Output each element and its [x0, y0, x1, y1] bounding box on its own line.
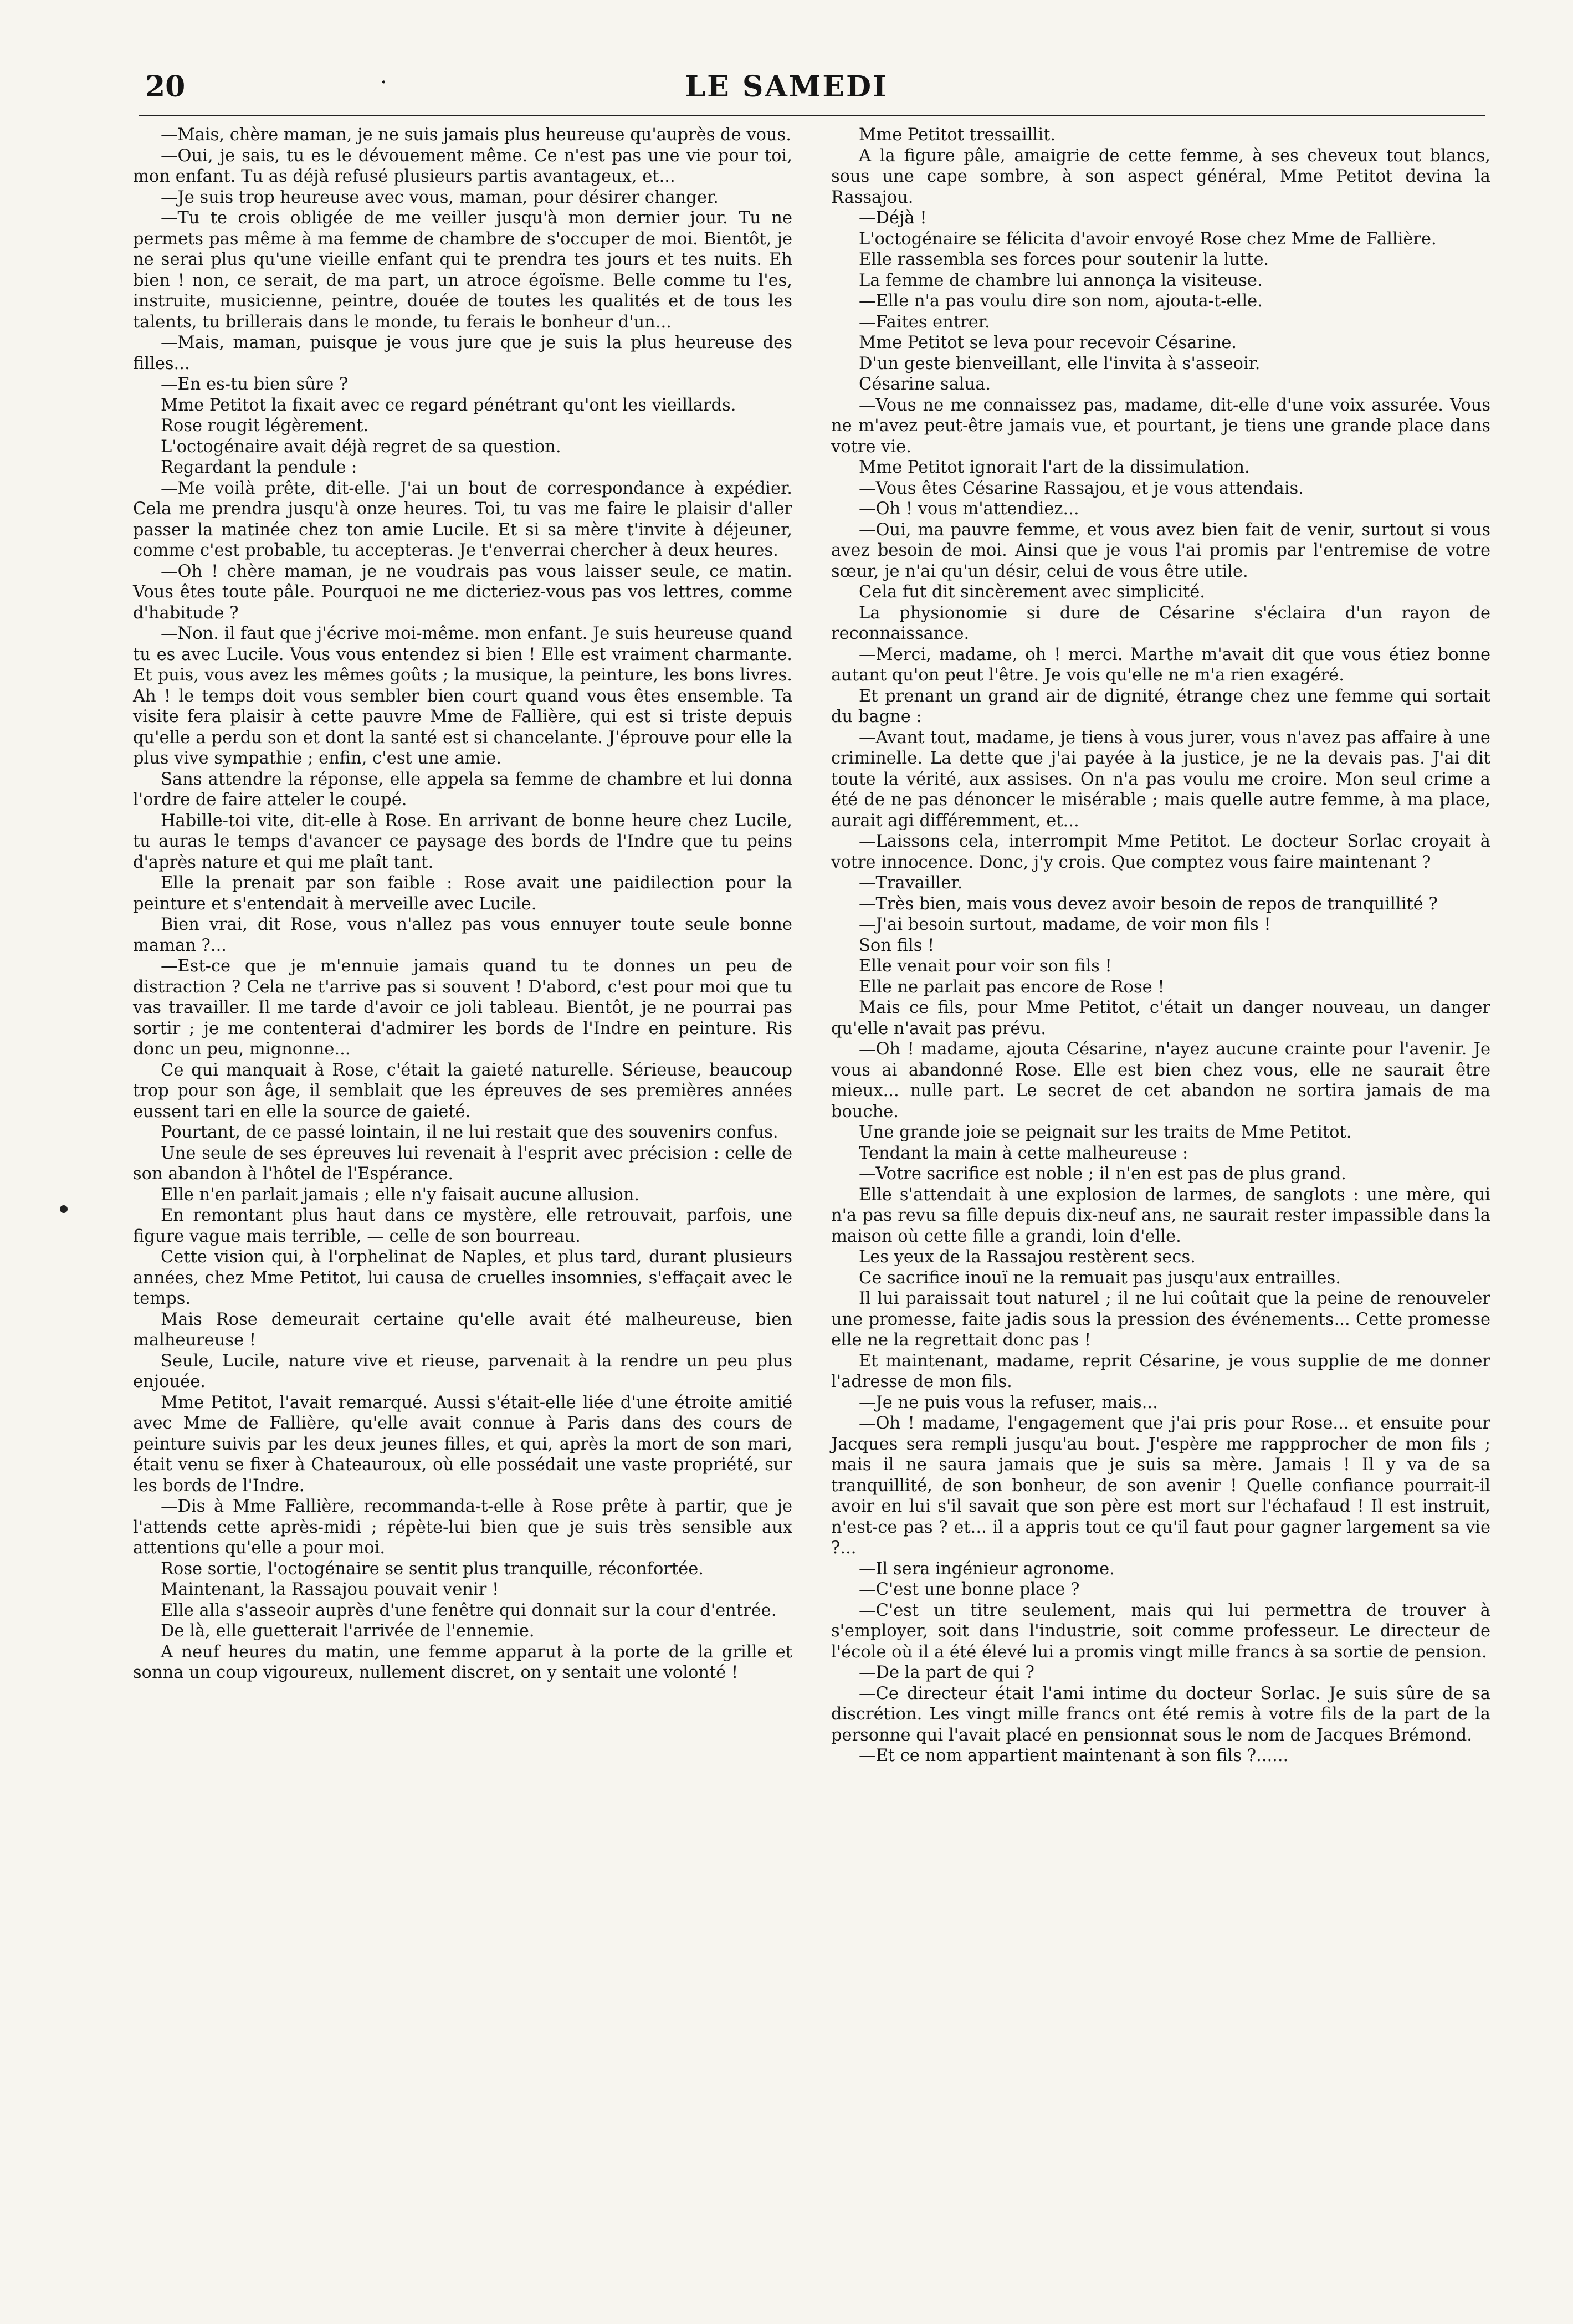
right-column-paragraph: —Oh ! madame, l'engagement que j'ai pris pour Rose... et ensuite pour Jacques sera rempli jusqu'au bout. J'espère me rappprocher de mon fils ; mais il ne saura jamais que je suis sa mère. Jamais ! Il y va de sa tranquillité, de son bonheur, de son avenir ! Quelle confiance pourrait-il avoir en lui s'il savait que son père est mort sur l'échafaud ! Il est instruit, n'est-ce pas ? et... il a appris tout ce qu'il faut pour gagner largement sa vie ?...: [831, 1414, 1490, 1558]
left-column-paragraph: Sans attendre la réponse, elle appela sa femme de chambre et lui donna l'ordre de faire atteler le coupé.: [133, 769, 792, 810]
right-column-paragraph: La physionomie si dure de Césarine s'éclaira d'un rayon de reconnaissance.: [831, 603, 1490, 643]
right-column-paragraph: —C'est une bonne place ?: [859, 1580, 1080, 1599]
left-column-paragraph: —Oh ! chère maman, je ne voudrais pas vous laisser seule, ce matin. Vous êtes toute pâle. Pourquoi ne me dicteriez-vous pas vos lettres, comme d'habitude ?: [133, 561, 792, 623]
right-column-paragraph: —Et ce nom appartient maintenant à son fils ?......: [859, 1746, 1289, 1765]
right-column-paragraph: —Votre sacrifice est noble ; il n'en est pas de plus grand.: [859, 1164, 1346, 1184]
right-column-paragraph: Césarine salua.: [859, 375, 991, 394]
left-column-paragraph: Mme Petitot la fixait avec ce regard pénétrant qu'ont les vieillards.: [161, 395, 736, 415]
right-column-paragraph: —Ce directeur était l'ami intime du docteur Sorlac. Je suis sûre de sa discrétion. Les vingt mille francs ont été remis à votre fils de la part de la personne qui l'avait placé en pensionnat sous le nom de Jacques Brémond.: [831, 1683, 1490, 1745]
left-column-paragraph: Seule, Lucile, nature vive et rieuse, parvenait à la rendre un peu plus enjouée.: [133, 1351, 792, 1391]
right-column-paragraph: —Merci, madame, oh ! merci. Marthe m'avait dit que vous étiez bonne autant qu'on peut l'être. Je vois qu'elle ne m'a rien exagéré.: [831, 644, 1490, 685]
left-column-paragraph: L'octogénaire avait déjà regret de sa question.: [161, 437, 561, 457]
left-column-paragraph: —Dis à Mme Fallière, recommanda-t-elle à Rose prête à partir, que je l'attends cette après-midi ; répète-lui bien que je suis très sensible aux attentions qu'elle a pour moi.: [133, 1497, 792, 1558]
right-column-paragraph: —Laissons cela, interrompit Mme Petitot. Le docteur Sorlac croyait à votre innocence. Donc, j'y crois. Que comptez vous faire maintenant ?: [831, 832, 1490, 872]
left-column-paragraph: Bien vrai, dit Rose, vous n'allez pas vous ennuyer toute seule bonne maman ?...: [133, 915, 792, 955]
right-column-paragraph: La femme de chambre lui annonça la visiteuse.: [859, 270, 1263, 290]
right-column-paragraph: Les yeux de la Rassajou restèrent secs.: [859, 1247, 1196, 1267]
right-column-paragraph: —Avant tout, madame, je tiens à vous jurer, vous n'avez pas affaire à une criminelle. La dette que j'ai payée à la justice, je ne la devais pas. J'ai dit toute la vérité, aux assises. On n'a pas voulu me croire. Mon seul crime a été de ne pas dénoncer le misérable ; mais quelle autre femme, à ma place, aurait agi différemment, et...: [831, 728, 1490, 831]
margin-ink-dot: [60, 1205, 68, 1213]
right-column-paragraph: A la figure pâle, amaigrie de cette femme, à ses cheveux tout blancs, sous une cape sombre, à son aspect général, Mme Petitot devina la Rassajou.: [831, 146, 1490, 207]
right-column-paragraph: Elle venait pour voir son fils !: [859, 956, 1112, 976]
right-column-paragraph: —Elle n'a pas voulu dire son nom, ajouta-t-elle.: [859, 291, 1263, 311]
right-column-paragraph: —Déjà !: [859, 208, 927, 228]
journal-title: LE SAMEDI: [685, 70, 888, 104]
right-column-paragraph: Mais ce fils, pour Mme Petitot, c'était un danger nouveau, un danger qu'elle n'avait pas prévu.: [831, 998, 1490, 1038]
left-column-paragraph: Mme Petitot, l'avait remarqué. Aussi s'était-elle liée d'une étroite amitié avec Mme de Fallière, qu'elle avait connue à Paris dans des cours de peinture suivis par les deux jeunes filles, et qui, après la mort de son mari, était venu se fixer à Chateauroux, où elle possédait une vaste propriété, sur les bords de l'Indre.: [133, 1393, 792, 1496]
right-column-paragraph: —Je ne puis vous la refuser, mais...: [859, 1393, 1158, 1412]
right-column-paragraph: Mme Petitot se leva pour recevoir Césarine.: [859, 333, 1237, 352]
right-column-paragraph: —Vous ne me connaissez pas, madame, dit-elle d'une voix assurée. Vous ne m'avez peut-être jamais vue, et pourtant, je tiens une grande place dans votre vie.: [831, 395, 1490, 457]
left-column-paragraph: —Est-ce que je m'ennuie jamais quand tu te donnes un peu de distraction ? Cela ne t'arrive pas si souvent ! D'abord, c'est pour moi que tu vas travailler. Il me tarde d'avoir ce joli tableau. Bientôt, je ne pourrai pas sortir ; je me contenterai d'admirer les bords de l'Indre en peinture. Ris donc un peu, mignonne...: [133, 956, 792, 1059]
right-column-paragraph: Il lui paraissait tout naturel ; il ne lui coûtait que la peine de renouveler une promesse, faite jadis sous la pression des événements... Cette promesse elle ne la regrettait donc pas !: [831, 1289, 1490, 1350]
header-stray-dot: .: [380, 63, 387, 89]
left-column: [133, 125, 792, 1683]
left-column-paragraph: Rose sortie, l'octogénaire se sentit plus tranquille, réconfortée.: [161, 1559, 704, 1579]
right-column-paragraph: D'un geste bienveillant, elle l'invita à s'asseoir.: [859, 354, 1261, 373]
left-column-paragraph: Elle n'en parlait jamais ; elle n'y faisait aucune allusion.: [161, 1185, 640, 1205]
left-column-paragraph: —Tu te crois obligée de me veiller jusqu'à mon dernier jour. Tu ne permets pas même à ma femme de chambre de s'occuper de moi. Bientôt, je ne serai plus qu'une vieille enfant qui te prendra tes jours et tes nuits. Eh bien ! non, ce serait, de ma part, un atroce égoïsme. Belle comme tu l'es, instruite, musicienne, peintre, douée de toutes les qualités et de tous les talents, tu brillerais dans le monde, tu ferais le bonheur d'un...: [133, 208, 792, 332]
left-column-paragraph: —Mais, maman, puisque je vous jure que je suis la plus heureuse des filles...: [133, 333, 792, 373]
right-column-paragraph: —De la part de qui ?: [859, 1663, 1034, 1682]
left-column-paragraph: —Non. il faut que j'écrive moi-même. mon enfant. Je suis heureuse quand tu es avec Lucile. Vous vous entendez si bien ! Elle est vraiment charmante. Et puis, vous avez les mêmes goûts ; la musique, la peinture, les bons livres. Ah ! le temps doit vous sembler bien court quand vous êtes ensemble. Ta visite fera plaisir à cette pauvre Mme de Fallière, qui est si triste depuis qu'elle a perdu son et dont la santé est si chancelante. J'éprouve pour elle la plus vive sympathie ; enfin, c'est une amie.: [133, 624, 792, 768]
right-column-paragraph: Mme Petitot ignorait l'art de la dissimulation.: [859, 458, 1250, 477]
left-column-paragraph: Maintenant, la Rassajou pouvait venir !: [161, 1580, 499, 1599]
right-column-paragraph: L'octogénaire se félicita d'avoir envoyé Rose chez Mme de Fallière.: [859, 229, 1437, 249]
left-column-paragraph: De là, elle guetterait l'arrivée de l'ennemie.: [161, 1621, 535, 1641]
right-column-paragraph: Une grande joie se peignait sur les traits de Mme Petitot.: [859, 1123, 1352, 1142]
right-column-paragraph: —J'ai besoin surtout, madame, de voir mon fils !: [859, 915, 1271, 934]
right-column-paragraph: Elle s'attendait à une explosion de larmes, de sanglots : une mère, qui n'a pas revu sa fille depuis dix-neuf ans, ne saurait rester impassible dans la maison où cette fille a grandi, loin d'elle.: [831, 1185, 1490, 1246]
left-column-paragraph: Habille-toi vite, dit-elle à Rose. En arrivant de bonne heure chez Lucile, tu auras le temps d'avancer ce paysage des bords de l'Indre que tu peins d'après nature et qui me plaît tant.: [133, 811, 792, 872]
right-column-paragraph: Cela fut dit sincèrement avec simplicité.: [859, 582, 1205, 602]
right-column-paragraph: —Travailler.: [859, 873, 963, 893]
right-column-paragraph: Son fils !: [859, 935, 935, 955]
left-column-paragraph: Elle la prenait par son faible : Rose avait une paidilection pour la peinture et s'entendait à merveille avec Lucile.: [133, 873, 792, 914]
left-column-paragraph: —Me voilà prête, dit-elle. J'ai un bout de correspondance à expédier. Cela me prendra jusqu'à onze heures. Toi, tu vas me faire le plaisir d'aller passer la matinée chez ton amie Lucile. Et si sa mère t'invite à déjeuner, comme c'est probable, tu accepteras. Je t'enverrai chercher à deux heures.: [133, 478, 792, 560]
left-column-paragraph: —En es-tu bien sûre ?: [161, 375, 349, 394]
right-column-paragraph: —Oui, ma pauvre femme, et vous avez bien fait de venir, surtout si vous avez besoin de moi. Ainsi que je vous l'ai promis par l'entremise de votre sœur, je n'ai qu'un désir, celui de vous être utile.: [831, 520, 1490, 581]
right-column: [831, 125, 1490, 1767]
right-column-paragraph: —C'est un titre seulement, mais qui lui permettra de trouver à s'employer, soit dans l'industrie, soit comme professeur. Le directeur de l'école où il a été élevé lui a promis vingt mille francs à sa sortie de pension.: [831, 1600, 1490, 1662]
right-column-paragraph: Et prenant un grand air de dignité, étrange chez une femme qui sortait du bagne :: [831, 686, 1490, 726]
left-column-paragraph: Mais Rose demeurait certaine qu'elle avait été malheureuse, bien malheureuse !: [133, 1309, 792, 1350]
right-column-paragraph: Mme Petitot tressaillit.: [859, 125, 1056, 145]
left-column-paragraph: Regardant la pendule :: [161, 458, 357, 477]
right-column-paragraph: —Oh ! vous m'attendiez...: [859, 499, 1079, 519]
page-header: [0, 63, 1573, 116]
right-column-paragraph: Elle rassembla ses forces pour soutenir la lutte.: [859, 250, 1269, 269]
left-column-paragraph: Pourtant, de ce passé lointain, il ne lui restait que des souvenirs confus.: [161, 1123, 778, 1142]
header-rule: [139, 115, 1485, 116]
right-column-paragraph: Ce sacrifice inouï ne la remuait pas jusqu'aux entrailles.: [859, 1268, 1341, 1288]
left-column-paragraph: A neuf heures du matin, une femme apparut à la porte de la grille et sonna un coup vigoureux, nullement discret, on y sentait une volonté !: [133, 1642, 792, 1682]
right-column-paragraph: Et maintenant, madame, reprit Césarine, je vous supplie de me donner l'adresse de mon fils.: [831, 1351, 1490, 1391]
right-column-paragraph: —Oh ! madame, ajouta Césarine, n'ayez aucune crainte pour l'avenir. Je vous ai abandonné Rose. Elle est bien chez vous, elle ne saurait être mieux... nulle part. Le secret de cet abandon ne sortira jamais de ma bouche.: [831, 1040, 1490, 1122]
left-column-paragraph: Cette vision qui, à l'orphelinat de Naples, et plus tard, durant plusieurs années, chez Mme Petitot, lui causa de cruelles insomnies, s'effaçait avec le temps.: [133, 1247, 792, 1308]
right-column-paragraph: —Vous êtes Césarine Rassajou, et je vous attendais.: [859, 478, 1304, 498]
page-number: 20: [145, 70, 186, 104]
left-column-paragraph: En remontant plus haut dans ce mystère, elle retrouvait, parfois, une figure vague mais terrible, — celle de son bourreau.: [133, 1206, 792, 1246]
right-column-paragraph: Tendant la main à cette malheureuse :: [859, 1143, 1188, 1163]
left-column-paragraph: —Oui, je sais, tu es le dévouement même. Ce n'est pas une vie pour toi, mon enfant. Tu as déjà refusé plusieurs partis avantageux, et...: [133, 146, 792, 186]
right-column-paragraph: —Très bien, mais vous devez avoir besoin de repos de tranquillité ?: [859, 894, 1438, 914]
left-column-paragraph: Une seule de ses épreuves lui revenait à l'esprit avec précision : celle de son abandon à l'hôtel de l'Espérance.: [133, 1143, 792, 1184]
left-column-paragraph: Elle alla s'asseoir auprès d'une fenêtre qui donnait sur la cour d'entrée.: [161, 1600, 777, 1620]
left-column-paragraph: Rose rougit légèrement.: [161, 416, 369, 436]
right-column-paragraph: —Il sera ingénieur agronome.: [859, 1559, 1115, 1579]
left-column-paragraph: —Je suis trop heureuse avec vous, maman, pour désirer changer.: [161, 187, 719, 207]
right-column-paragraph: —Faites entrer.: [859, 312, 990, 332]
left-column-paragraph: Ce qui manquait à Rose, c'était la gaieté naturelle. Sérieuse, beaucoup trop pour son âge, il semblait que les épreuves de ses premières années eussent tari en elle la source de gaieté.: [133, 1060, 792, 1122]
right-column-paragraph: Elle ne parlait pas encore de Rose !: [859, 977, 1165, 997]
left-column-paragraph: —Mais, chère maman, je ne suis jamais plus heureuse qu'auprès de vous.: [161, 125, 791, 145]
